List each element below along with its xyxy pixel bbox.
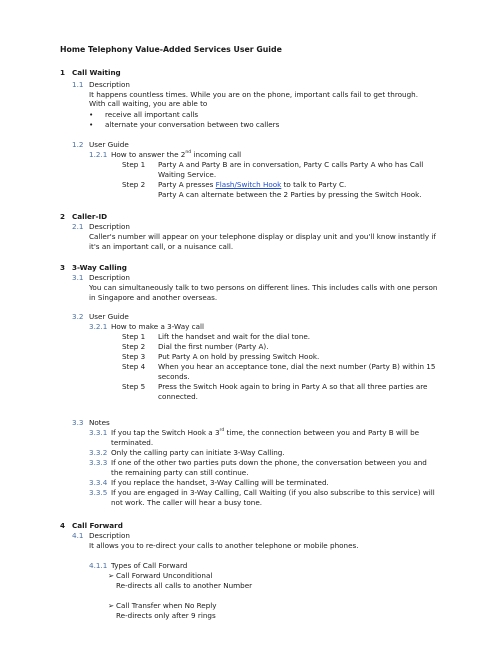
- list-item: ➢ Call Forward Unconditional: [108, 571, 213, 580]
- step-text-cont: seconds.: [158, 372, 190, 381]
- section-3-2-heading: User Guide: [89, 312, 129, 321]
- step-label: Step 2: [122, 342, 146, 351]
- flash-switch-hook-link[interactable]: Flash/Switch Hook: [215, 180, 282, 189]
- section-2-1-number: 2.1: [72, 222, 84, 231]
- section-1-2-number: 1.2: [72, 140, 84, 149]
- section-4-1-number: 4.1: [72, 531, 84, 540]
- section-2-1-line1: Caller's number will appear on your telephone display or display unit and you'll know instantly if: [89, 232, 436, 241]
- step-text-cont: Waiting Service.: [158, 170, 217, 179]
- section-3-number: 3: [60, 263, 66, 272]
- step-label: Step 5: [122, 382, 146, 391]
- document-title: Home Telephony Value-Added Services User Guide: [60, 45, 282, 54]
- section-2-heading: Caller-ID: [72, 212, 108, 221]
- note-text: If you tap the Switch Hook a 3rd time, the connection between you and Party B will be: [111, 428, 420, 437]
- list-item: ➢ Call Transfer when No Reply: [108, 601, 217, 610]
- step-text-cont: Party A can alternate between the 2 Parties by pressing the Switch Hook.: [158, 190, 422, 199]
- step-label: Step 3: [122, 352, 146, 361]
- section-3-heading: 3-Way Calling: [72, 263, 127, 272]
- section-1-2-heading: User Guide: [89, 140, 129, 149]
- note-number: 3.3.2: [89, 448, 108, 457]
- section-2-number: 2: [60, 212, 66, 221]
- step-label: Step 1: [122, 332, 146, 341]
- step-label: Step 1: [122, 160, 146, 169]
- section-3-2-number: 3.2: [72, 312, 84, 321]
- note-text: Only the calling party can initiate 3-Way Calling.: [111, 448, 285, 457]
- section-1-number: 1: [60, 68, 66, 77]
- step-text: When you hear an acceptance tone, dial the next number (Party B) within 15: [158, 362, 436, 371]
- note-number: 3.3.4: [89, 478, 108, 487]
- section-3-2-1-heading: How to make a 3-Way call: [111, 322, 204, 331]
- arrow-bullet-icon: ➢: [108, 601, 115, 610]
- note-text: If you replace the handset, 3-Way Calling will be terminated.: [111, 478, 329, 487]
- step-text: Put Party A on hold by pressing Switch Hook.: [158, 352, 320, 361]
- note-text-cont: terminated.: [111, 438, 154, 447]
- section-1-2-1-heading: How to answer the 2nd incoming call: [111, 150, 242, 159]
- section-1-1-heading: Description: [89, 80, 130, 89]
- section-3-1-line1: You can simultaneously talk to two persons on different lines. This includes calls with one person: [89, 283, 438, 292]
- section-4-1-line1: It allows you to re-direct your calls to another telephone or mobile phones.: [89, 541, 359, 550]
- section-4-number: 4: [60, 521, 66, 530]
- section-3-1-number: 3.1: [72, 273, 84, 282]
- list-item: • receive all important calls: [89, 110, 199, 119]
- section-3-2-1-number: 3.2.1: [89, 322, 108, 331]
- list-item: • alternate your conversation between two callers: [89, 120, 280, 129]
- step-text: Party A and Party B are in conversation, Party C calls Party A who has Call: [158, 160, 424, 169]
- bullet-dot-icon: •: [89, 120, 94, 129]
- note-text: If one of the other two parties puts down the phone, the conversation between you and: [111, 458, 427, 467]
- arrow-bullet-icon: ➢: [108, 571, 115, 580]
- section-2-1-line2: it's an important call, or a nuisance call.: [89, 242, 234, 251]
- note-text-cont: not work. The caller will hear a busy tone.: [111, 498, 263, 507]
- section-3-3-number: 3.3: [72, 418, 84, 427]
- note-number: 3.3.5: [89, 488, 108, 497]
- step-text: Press the Switch Hook again to bring in Party A so that all three parties are: [158, 382, 428, 391]
- note-number: 3.3.1: [89, 428, 108, 437]
- section-3-1-heading: Description: [89, 273, 130, 282]
- section-1-2-1-number: 1.2.1: [89, 150, 108, 159]
- section-4-1-1-number: 4.1.1: [89, 561, 108, 570]
- section-4-1-1-heading: Types of Call Forward: [111, 561, 188, 570]
- step-label: Step 4: [122, 362, 146, 371]
- step-text-cont: connected.: [158, 392, 198, 401]
- section-1-1-line2: With call waiting, you are able to: [89, 99, 208, 108]
- section-3-1-line2: in Singapore and another overseas.: [89, 293, 218, 302]
- section-4-1-heading: Description: [89, 531, 130, 540]
- step-label: Step 2: [122, 180, 146, 189]
- note-number: 3.3.3: [89, 458, 108, 467]
- note-text-cont: the remaining party can still continue.: [111, 468, 249, 477]
- step-text: Party A presses Flash/Switch Hook to talk to Party C.: [158, 180, 347, 189]
- list-item-desc: Re-directs only after 9 rings: [116, 611, 216, 620]
- section-2-1-heading: Description: [89, 222, 130, 231]
- step-text: Lift the handset and wait for the dial tone.: [158, 332, 311, 341]
- note-text: If you are engaged in 3-Way Calling, Call Waiting (if you also subscribe to this service) will: [111, 488, 435, 497]
- section-1-1-number: 1.1: [72, 80, 84, 89]
- section-3-3-heading: Notes: [89, 418, 110, 427]
- step-text: Dial the first number (Party A).: [158, 342, 269, 351]
- section-4-heading: Call Forward: [72, 521, 123, 530]
- bullet-dot-icon: •: [89, 110, 94, 119]
- section-1-heading: Call Waiting: [72, 68, 121, 77]
- section-1-1-line1: It happens countless times. While you are on the phone, important calls fail to get through.: [89, 90, 418, 99]
- list-item-desc: Re-directs all calls to another Number: [116, 581, 253, 590]
